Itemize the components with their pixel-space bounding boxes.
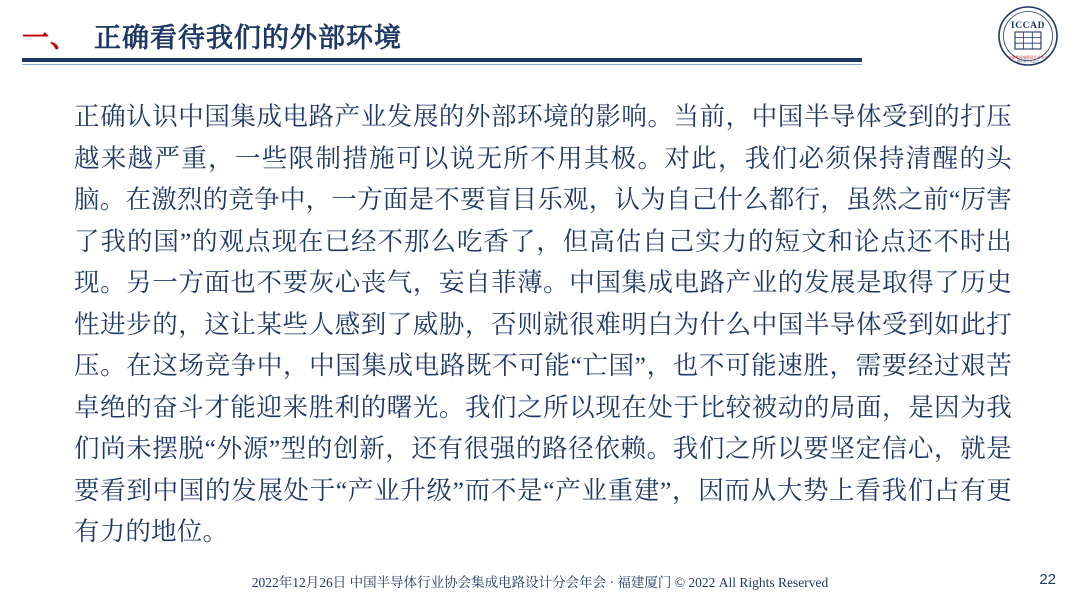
slide-header (0, 0, 1080, 70)
page-number: 22 (1039, 571, 1056, 588)
iccad-logo (998, 6, 1058, 66)
slide-footer (0, 571, 1080, 593)
body-paragraph: 正确认识中国集成电路产业发展的外部环境的影响。当前，中国半导体受到的打压越来越严重，一些限制措施可以说无所不用其极。对此，我们必须保持清醒的头脑。在激烈的竞争中，一方面是不要盲目乐观，认为自己什么都行，虽然之前“厉害了我的国”的观点现在已经不那么吃香了，但高估自己实力的短文和论点还不时出现。另一方面也不要灰心丧气，妄自菲薄。中国集成电路产业的发展是取得了历史性进步的，这让某些人感到了威胁，否则就很难明白为什么中国半导体受到如此打压。在这场竞争中，中国集成电路既不可能“亡国”，也不可能速胜，需要经过艰苦卓绝的奋斗才能迎来胜利的曙光。我们之所以现在处于比较被动的局面，是因为我们尚未摆脱“外源”型的创新，还有很强的路径依赖。我们之所以要坚定信心，就是要看到中国的发展处于“产业升级”而不是“产业重建”，因而从大势上看我们占有更有力的地位。 (74, 102, 1012, 546)
svg-text:ICCAD: ICCAD (1010, 21, 1046, 31)
title-text: 正确看待我们的外部环境 (94, 23, 402, 53)
footer-text: 2022年12月26日 中国半导体行业协会集成电路设计分会年会 · 福建厦门 © 2022 All Rights Reserved (251, 575, 829, 590)
header-divider-thick (22, 58, 862, 62)
svg-text:中国集成电路设计业协会: 中国集成电路设计业协会 (1008, 55, 1048, 60)
title-number: 一、 (22, 23, 78, 53)
header-divider-thin (22, 64, 862, 65)
page-title (22, 16, 402, 55)
svg-text:暨年度学术会议: 暨年度学术会议 (1016, 59, 1040, 64)
